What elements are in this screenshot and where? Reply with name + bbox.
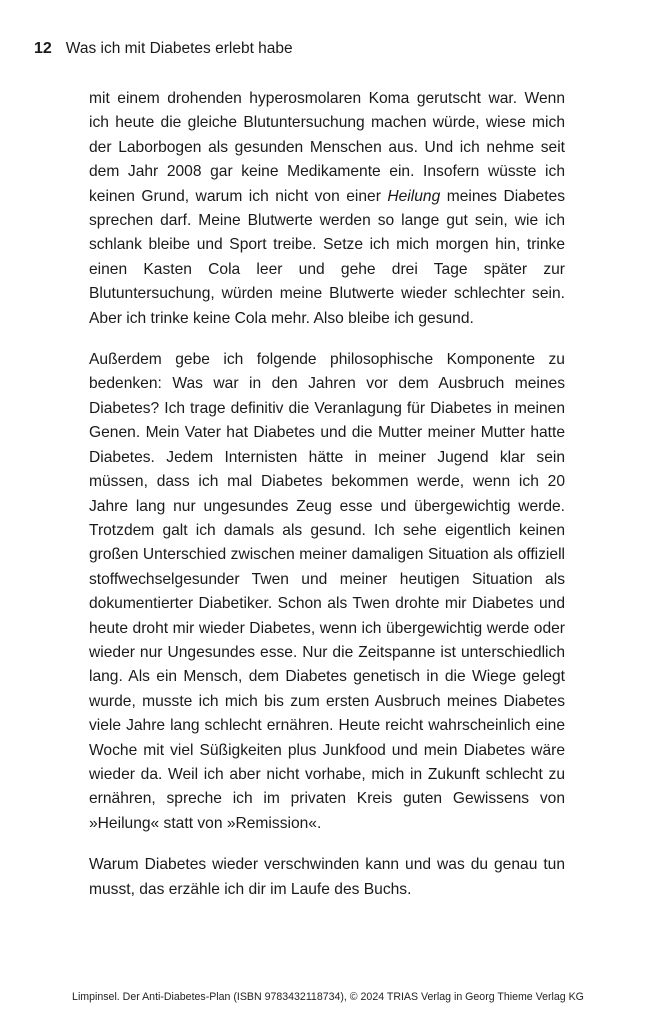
- paragraph-1-emphasis: Heilung: [387, 187, 441, 205]
- page-header: [34, 40, 293, 58]
- paragraph-3: Warum Diabetes wieder verschwinden kann und was du genau tun musst, das erzähle ich dir im Laufe des Buchs.: [89, 856, 565, 898]
- paragraph-1: [89, 87, 565, 331]
- paragraph-1-text-end: meines Diabetes sprechen darf. Meine Blutwerte werden so lange gut sein, wie ich schlank bleibe und Sport treibe. Setze ich mich morgen hin, trinke einen Kasten Cola leer und gehe drei Tage später zur Blutuntersuchung, würden meine Blutwerte wieder schlechter sein. Aber ich trinke keine Cola mehr. Also bleibe ich gesund.: [89, 187, 565, 327]
- page-number: 12: [34, 40, 52, 57]
- paragraph-2: Außerdem gebe ich folgende philosophische Komponente zu bedenken: Was war in den Jahren vor dem Ausbruch meines Diabetes? Ich trage definitiv die Veranlagung für Diabetes in meinen Genen. Mein Vater hat Diabetes und die Mutter meiner Mutter hatte Diabetes. Jedem Internisten hätte in meiner Jugend klar sein müssen, dass ich mal Diabetes bekommen werde, wenn ich 20 Jahre lang nur ungesundes Zeug esse und übergewichtig werde. Trotzdem galt ich damals als gesund. Ich sehe eigentlich keinen großen Unterschied zwischen meiner damaligen Situation als offiziell stoffwechselgesunder Twen und meiner heutigen Situation als dokumentierter Diabetiker. Schon als Twen drohte mir Diabetes und heute droht mir wieder Diabetes, wenn ich übergewichtig werde oder wieder nur Ungesundes esse. Nur die Zeitspanne ist unterschiedlich lang. Als ein Mensch, dem Diabetes genetisch in die Wiege gelegt wurde, musste ich mich bis zum ersten Ausbruch meines Diabetes viele Jahre lang schlecht ernähren. Heute reicht wahrscheinlich eine Woche mit viel Süßigkeiten plus Junkfood und mein Diabetes wäre wieder da. Weil ich aber nicht vorhabe, mich in Zukunft schlecht zu ernähren, spreche ich im privaten Kreis guten Gewissens von »Heilung« statt von »Remission«.: [89, 351, 565, 832]
- paragraph-1-text-start: mit einem drohenden hyperosmolaren Koma gerutscht war. Wenn ich heute die gleiche Blutuntersuchung machen würde, wiese mich der Laborbogen als gesunden Menschen aus. Und ich nehme seit dem Jahr 2008 gar keine Medikamente ein. Insofern wüsste ich keinen Grund, warum ich nicht von einer: [89, 90, 565, 205]
- running-title: Was ich mit Diabetes erlebt habe: [65, 40, 293, 57]
- body-text: [89, 87, 565, 919]
- footer-copyright: Limpinsel. Der Anti-Diabetes-Plan (ISBN 9783432118734), © 2024 TRIAS Verlag in Georg Thieme Verlag KG: [72, 991, 584, 1003]
